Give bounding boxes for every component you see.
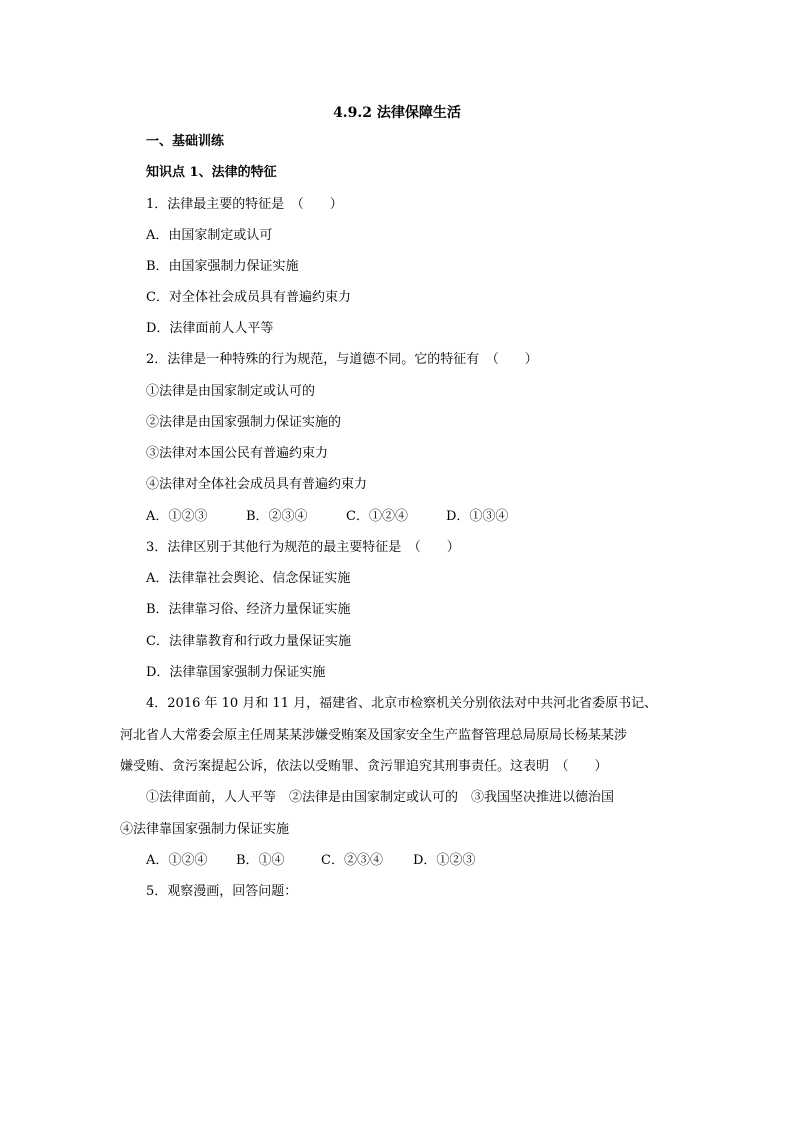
question-3-option-c: C．法律靠教育和行政力量保证实施 bbox=[146, 634, 351, 649]
question-2-option-b: B．②③④ bbox=[246, 509, 308, 524]
question-3-option-b: B．法律靠习俗、经济力量保证实施 bbox=[146, 602, 351, 617]
question-1-option-d: D．法律面前人人平等 bbox=[146, 321, 274, 336]
question-2-statement-3: ③法律对本国公民有普遍约束力 bbox=[146, 446, 329, 461]
page-title: 4.9.2 法律保障生活 bbox=[333, 105, 461, 121]
question-2-option-d: D．①③④ bbox=[446, 509, 509, 524]
question-4-line-3: 嫌受贿、贪污案提起公诉，依法以受贿罪、贪污罪追究其刑事责任。这表明 （ ） bbox=[120, 759, 608, 774]
question-4-option-a: A．①②④ bbox=[146, 853, 208, 868]
question-4-option-c: C．②③④ bbox=[321, 853, 383, 868]
question-4-options bbox=[146, 853, 475, 869]
question-2-statement-2: ②法律是由国家强制力保证实施的 bbox=[146, 415, 342, 430]
question-3-option-d: D．法律靠国家强制力保证实施 bbox=[146, 665, 326, 680]
question-1-option-a: A．由国家制定或认可 bbox=[146, 228, 273, 243]
question-2-option-c: C．①②④ bbox=[346, 509, 408, 524]
question-4-line-1: 4．2016 年 10 月和 11 月，福建省、北京市检察机关分别依法对中共河北省委原书记、 bbox=[146, 696, 658, 711]
question-4-option-b: B．①④ bbox=[236, 853, 285, 868]
question-4-statements-line-2: ④法律靠国家强制力保证实施 bbox=[120, 822, 290, 837]
question-2-statement-4: ④法律对全体社会成员具有普遍约束力 bbox=[146, 477, 368, 492]
knowledge-point-heading: 知识点 1、法律的特征 bbox=[146, 165, 277, 180]
question-4-option-d: D．①②③ bbox=[413, 853, 476, 868]
question-3-stem: 3．法律区别于其他行为规范的最主要特征是 （ ） bbox=[146, 540, 460, 555]
section-heading: 一、基础训练 bbox=[146, 134, 225, 149]
question-2-statement-1: ①法律是由国家制定或认可的 bbox=[146, 384, 316, 399]
question-2-options bbox=[146, 509, 508, 525]
question-4-line-2: 河北省人大常委会原主任周某某涉嫌受贿案及国家安全生产监督管理总局原局长杨某某涉 bbox=[120, 728, 628, 743]
question-3-option-a: A．法律靠社会舆论、信念保证实施 bbox=[146, 571, 351, 586]
question-1-stem: 1．法律最主要的特征是 （ ） bbox=[146, 197, 343, 212]
question-5-stem: 5．观察漫画，回答问题： bbox=[146, 884, 298, 899]
question-2-stem: 2．法律是一种特殊的行为规范，与道德不同。它的特征有 （ ） bbox=[146, 352, 538, 367]
question-1-option-c: C．对全体社会成员具有普遍约束力 bbox=[146, 290, 351, 305]
question-1-option-b: B．由国家强制力保证实施 bbox=[146, 259, 299, 274]
question-2-option-a: A．①②③ bbox=[146, 509, 208, 524]
question-4-statements-line-1: ①法律面前，人人平等 ②法律是由国家制定或认可的 ③我国坚决推进以德治国 bbox=[146, 790, 615, 805]
